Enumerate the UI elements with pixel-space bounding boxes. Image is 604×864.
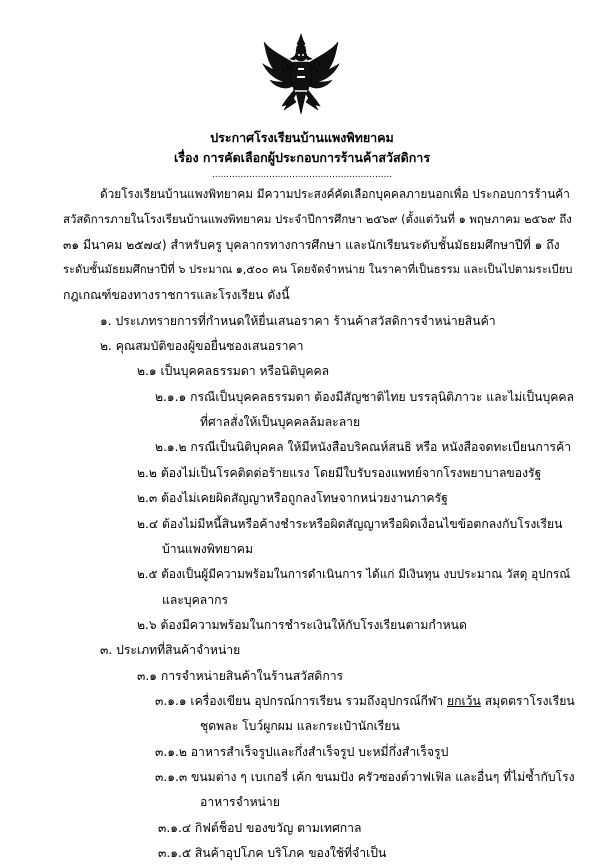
item-3-1-4: ๓.๑.๔ กิฟต์ช็อป ของขวัญ ตามเทศกาล: [158, 820, 362, 835]
item-2-2: ๒.๒ ต้องไม่เป็นโรคติดต่อร้ายแรง โดยมีใบรับรองแพทย์จากโรงพยาบาลของรัฐ: [137, 465, 542, 480]
item-3: ๓. ประเภทที่สินค้าจำหน่าย: [100, 643, 241, 658]
item-3-1-5: ๓.๑.๕ สินค้าอุปโภค บริโภค ของใช้ที่จำเป็น: [158, 846, 387, 860]
intro-line: ระดับชั้นมัธยมศึกษาปีที่ ๖ ประมาณ ๑,๕๐๐ คน โดยจัดจำหน่าย ในราคาที่เป็นธรรม และเป็นไปตามระเบียบ: [63, 263, 573, 277]
separator-line: ...............................................................: [211, 170, 393, 180]
item-2: ๒. คุณสมบัติของผู้ขอยื่นซองเสนอราคา: [100, 339, 304, 354]
item-3-1-1-text: ๓.๑.๑ เครื่องเขียน อุปกรณ์การเรียน รวมถึงอุปกรณ์กีฬา: [155, 693, 447, 708]
intro-line: กฎเกณฑ์ของทางราชการและโรงเรียน ดังนี้: [63, 288, 290, 303]
item-2-6: ๒.๖ ต้องมีความพร้อมในการชำระเงินให้กับโรงเรียนตามกำหนด: [137, 617, 467, 632]
item-3-1-1-underlined: ยกเว้น: [447, 693, 481, 708]
item-3-1-1: [155, 693, 575, 709]
intro-line: สวัสดิการภายในโรงเรียนบ้านแพงพิทยาคม ประจำปีการศึกษา ๒๕๖๙ (ตั้งแต่วันที่ ๑ พฤษภาคม ๒๕๖๙ ถึง: [63, 212, 572, 227]
intro-line: ด้วยโรงเรียนบ้านแพงพิทยาคม มีความประสงค์คัดเลือกบุคคลภายนอกเพื่อ ประกอบการร้านค้า: [100, 187, 570, 201]
intro-line: ๓๑ มีนาคม ๒๕๗๔) สำหรับครู บุคลากรทางการศึกษา และนักเรียนระดับชั้นมัธยมศึกษาปีที่ ๑ ถึง: [63, 237, 560, 252]
item-2-3: ๒.๓ ต้องไม่เคยผิดสัญญาหรือถูกลงโทษจากหน่วยงานภาครัฐ: [137, 491, 448, 506]
item-3-1-3-cont: อาหารจำหน่าย: [200, 795, 280, 810]
item-3-1-3: ๓.๑.๓ ขนมต่าง ๆ เบเกอรี่ เค้ก ขนมปัง ครัวซองต์วาฟเฟิล และอื่นๆ ที่ไม่ซ้ำกับโรง: [155, 769, 575, 784]
announcement-title: ประกาศโรงเรียนบ้านแพงพิทยาคม: [210, 130, 394, 145]
item-2-4: ๒.๔ ต้องไม่มีหนี้สินหรือค้างชำระหรือผิดสัญญาหรือผิดเงื่อนไขข้อตกลงกับโรงเรียน: [137, 516, 563, 531]
item-1: ๑. ประเภทรายการที่กำหนดให้ยื่นเสนอราคา ร้านค้าสวัสดิการจำหน่ายสินค้า: [100, 313, 496, 328]
item-3-1: ๓.๑ การจำหน่ายสินค้าในร้านสวัสดิการ: [137, 668, 344, 683]
announcement-subject: เรื่อง การคัดเลือกผู้ประกอบการร้านค้าสวัสดิการ: [173, 150, 431, 165]
item-2-1-1: ๒.๑.๑ กรณีเป็นบุคคลธรรมดา ต้องมีสัญชาติไทย บรรลุนิติภาวะ และไม่เป็นบุคคล: [155, 389, 575, 404]
garuda-emblem-icon: [262, 32, 340, 116]
item-2-1-2: ๒.๑.๒ กรณีเป็นนิติบุคคล ให้มีหนังสือบริคณห์สนธิ หรือ หนังสือจดทะเบียนการค้า: [155, 440, 572, 455]
item-3-1-2: ๓.๑.๒ อาหารสำเร็จรูปและกึ่งสำเร็จรูป บะหมี่กึ่งสำเร็จรูป: [155, 744, 449, 759]
item-2-5-cont: และบุคลากร: [162, 592, 228, 607]
item-2-1-1-cont: ที่ศาลสั่งให้เป็นบุคคลล้มละลาย: [200, 415, 361, 430]
item-3-1-1-cont: ชุดพละ โบว์ผูกผม และกระเป๋านักเรียน: [200, 719, 400, 734]
item-2-1: ๒.๑ เป็นบุคคลธรรมดา หรือนิติบุคคล: [137, 364, 330, 379]
item-3-1-1-text-end: สมุดตราโรงเรียน: [480, 693, 575, 708]
item-2-4-cont: บ้านแพงพิทยาคม: [162, 541, 253, 556]
item-2-5: ๒.๕ ต้องเป็นผู้มีความพร้อมในการดำเนินการ ได้แก่ มีเงินทุน งบประมาณ วัสดุ อุปกรณ์: [137, 567, 571, 582]
